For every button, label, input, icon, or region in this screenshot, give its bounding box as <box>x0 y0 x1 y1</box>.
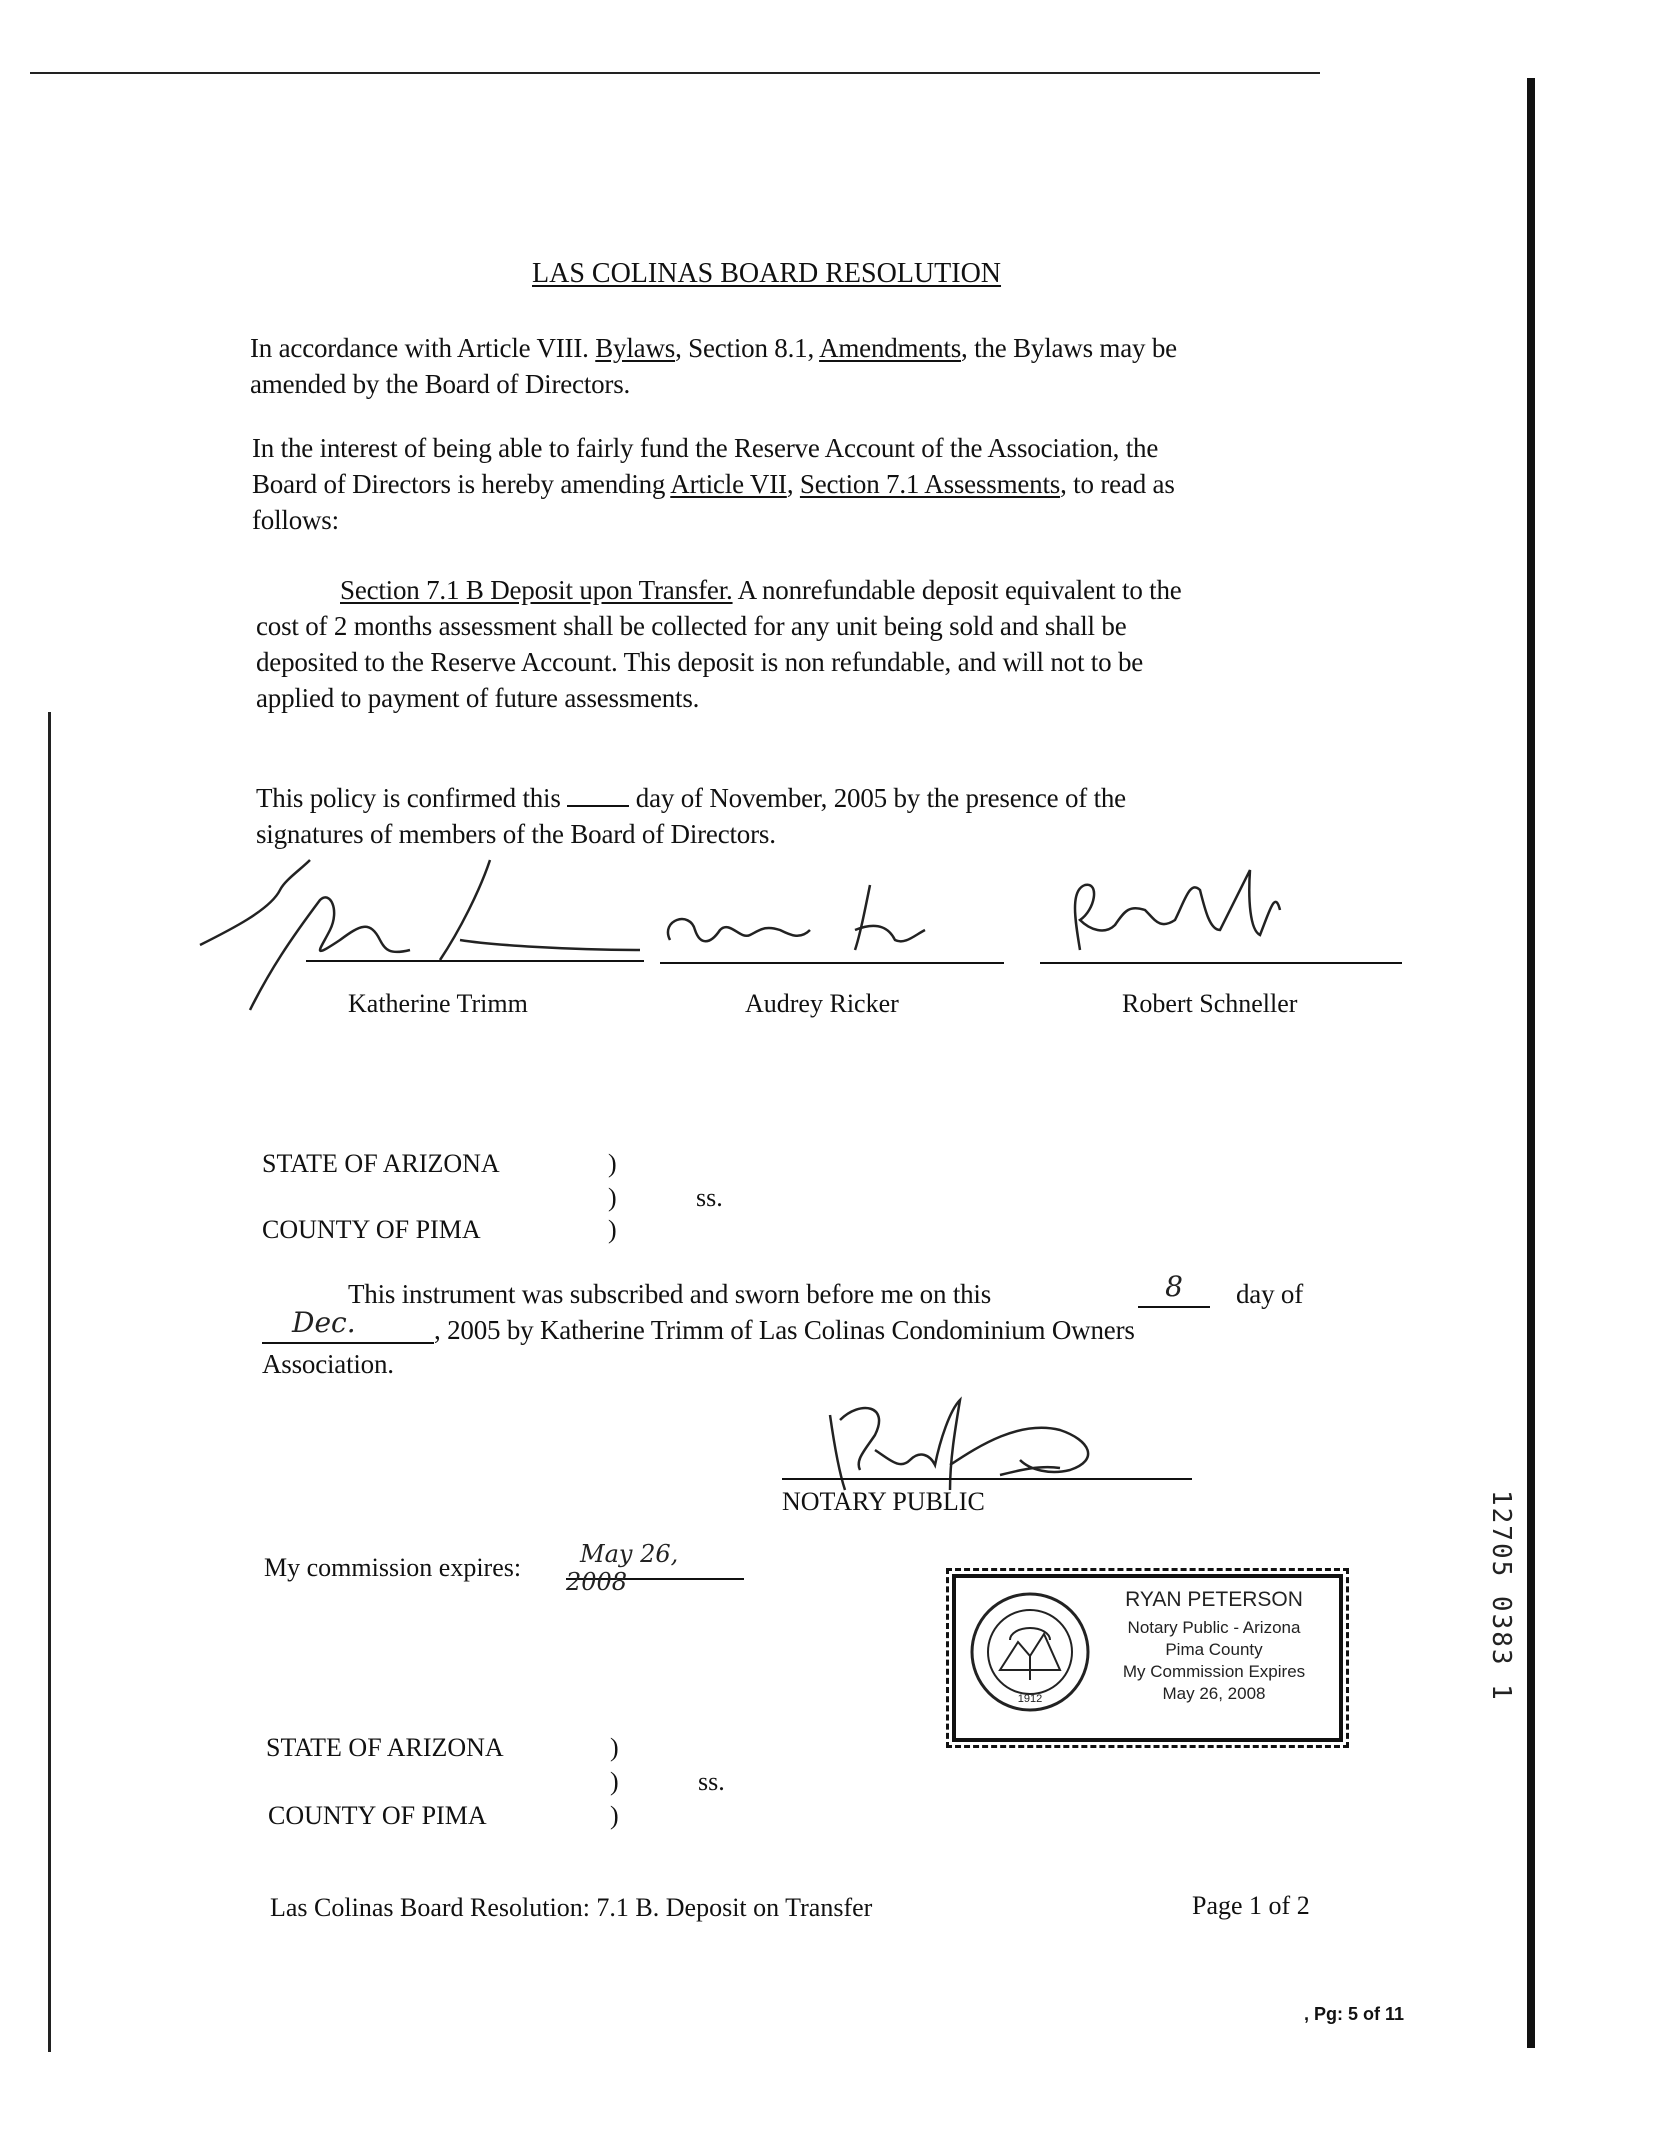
policy-confirm-line-2: signatures of members of the Board of Directors. <box>256 819 776 849</box>
signature-line-1 <box>306 960 644 962</box>
paragraph-2-line-3: follows: <box>252 505 339 535</box>
notary-signature-line <box>782 1478 1192 1480</box>
venue-1-paren-2: ) <box>608 1183 617 1212</box>
footer-page-number: Page 1 of 2 <box>1192 1891 1310 1920</box>
venue-1-county: COUNTY OF PIMA <box>262 1215 481 1244</box>
recording-side-number: 12705 0383 1 <box>1486 1490 1516 1702</box>
recording-page-number: , Pg: 5 of 11 <box>1304 2004 1405 2024</box>
venue-2-county: COUNTY OF PIMA <box>268 1801 487 1830</box>
jurat-day-field <box>1138 1270 1210 1308</box>
section-7-1b-line-4: applied to payment of future assessments. <box>256 683 700 713</box>
footer-title: Las Colinas Board Resolution: 7.1 B. Deposit on Transfer <box>270 1893 873 1922</box>
notary-stamp <box>952 1574 1343 1742</box>
jurat-month-handwritten: Dec. <box>292 1306 356 1339</box>
signature-line-2 <box>660 962 1004 964</box>
venue-1-paren-3: ) <box>608 1215 617 1244</box>
commission-date-field <box>566 1540 744 1596</box>
stamp-line-3: My Commission Expires <box>1122 1662 1306 1681</box>
jurat-day-handwritten: 8 <box>1165 1270 1183 1303</box>
signature-line-3 <box>1040 962 1402 964</box>
jurat-line-2: , 2005 by Katherine Trimm of Las Colinas Condominium Owners <box>434 1315 1135 1345</box>
venue-2-ss: ss. <box>698 1767 725 1796</box>
section-7-1b-line-1: Section 7.1 B Deposit upon Transfer. A nonrefundable deposit equivalent to the <box>340 575 1182 605</box>
policy-confirm-line-1: This policy is confirmed this day of November, 2005 by the presence of the <box>256 783 1126 813</box>
venue-1-state: STATE OF ARIZONA <box>262 1149 500 1178</box>
section-7-1b-line-3: deposited to the Reserve Account. This deposit is non refundable, and will not to be <box>256 647 1144 677</box>
stamp-line-4: May 26, 2008 <box>1162 1684 1266 1703</box>
stamp-name: RYAN PETERSON <box>1125 1588 1303 1611</box>
section-7-1b-line-2: cost of 2 months assessment shall be collected for any unit being sold and shall be <box>256 611 1127 641</box>
arizona-seal-icon <box>968 1590 1092 1714</box>
jurat-day-of: day of <box>1236 1279 1304 1309</box>
signer-name-1: Katherine Trimm <box>348 989 528 1018</box>
venue-2-state: STATE OF ARIZONA <box>266 1733 504 1762</box>
paragraph-1-line-1: In accordance with Article VIII. Bylaws, Section 8.1, Amendments, the Bylaws may be <box>250 333 1177 363</box>
venue-2-paren-3: ) <box>610 1801 619 1830</box>
venue-2-paren-2: ) <box>610 1767 619 1796</box>
seal-year: 1912 <box>1017 1693 1043 1705</box>
paragraph-1-line-2: amended by the Board of Directors. <box>250 369 631 399</box>
paragraph-2-line-2: Board of Directors is hereby amending Article VII, Section 7.1 Assessments, to read as <box>252 469 1175 499</box>
jurat-line-3: Association. <box>262 1349 394 1379</box>
top-scan-rule <box>30 72 1320 74</box>
right-margin-bar <box>1527 78 1535 2048</box>
venue-1-paren-1: ) <box>608 1149 617 1178</box>
stamp-line-1: Notary Public - Arizona <box>1127 1618 1301 1637</box>
signer-name-2: Audrey Ricker <box>745 989 899 1018</box>
commission-date-handwritten: May 26, 2008 <box>566 1540 679 1596</box>
stamp-line-2: Pima County <box>1165 1640 1263 1659</box>
document-title: LAS COLINAS BOARD RESOLUTION <box>532 258 1002 289</box>
jurat-line-1: This instrument was subscribed and sworn before me on this <box>348 1279 992 1309</box>
paragraph-2-line-1: In the interest of being able to fairly fund the Reserve Account of the Association, the <box>252 433 1159 463</box>
jurat-month-field <box>262 1306 434 1344</box>
section-7-1b-heading: Section 7.1 B Deposit upon Transfer. <box>340 575 733 605</box>
venue-1-ss: ss. <box>696 1183 723 1212</box>
signer-name-3: Robert Schneller <box>1122 989 1298 1018</box>
day-blank <box>567 805 629 807</box>
venue-2-paren-1: ) <box>610 1733 619 1762</box>
left-margin-bar <box>48 712 51 2052</box>
commission-label: My commission expires: <box>264 1553 522 1582</box>
notary-public-label: NOTARY PUBLIC <box>782 1487 985 1516</box>
